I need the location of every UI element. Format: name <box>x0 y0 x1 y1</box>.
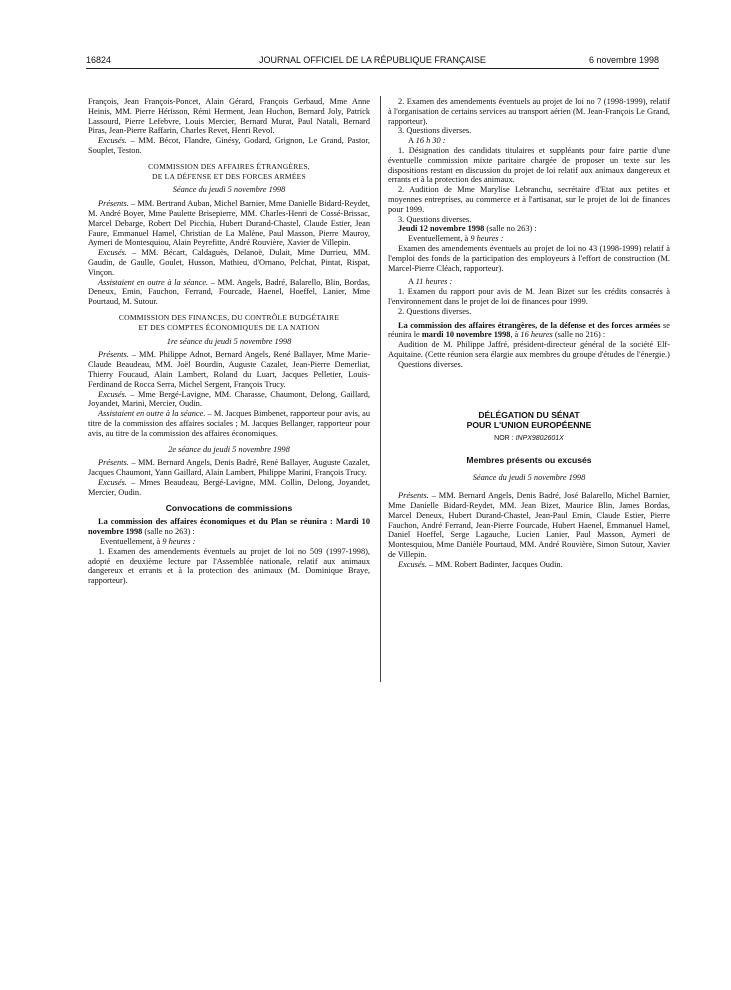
commission-heading-line: COMMISSION DES AFFAIRES ÉTRANGÈRES, <box>148 161 310 171</box>
agenda-item: 1. Désignation des candidats titulaires et suppléants pour faire partie d'une éventuelle commission mixte paritaire chargée de proposer un texte sur les dispositions restant en discussion du projet de loi relatif aux animaux dangereux et errants et à la protection des animaux. <box>388 145 670 185</box>
presents-paragraph <box>88 458 370 478</box>
presents-label: Présents. <box>98 350 129 360</box>
excuses-paragraph <box>388 560 670 570</box>
eventuellement-text: Eventuellement, à <box>408 234 471 244</box>
member-list-continued: François, Jean François-Poncet, Alain Gérard, François Gerbaud, Mme Anne Heinis, MM. Pierre Hérisson, Rémi Herment, Jean Huchon, Bernard Joly, Patrick Lassourd, Pierre Lefebvre, Louis Mercier, Bernard Murat, Paul Natali, Bernard Piras, Jean-Pierre Raffarin, Charles Revet, Henri Revol. <box>88 97 370 136</box>
agenda-item: 1. Examen du rapport pour avis de M. Jean Bizet sur les crédits consacrés à l'environnement dans le projet de loi de finances pour 1999. <box>388 287 670 306</box>
agenda-item: 2. Questions diverses. <box>398 306 472 316</box>
seance-date: Séance du jeudi 5 novembre 1998 <box>172 185 286 195</box>
convocation-time: 16 heures <box>520 330 553 340</box>
time-prefix: A <box>408 136 416 146</box>
seance-date: 1re séance du jeudi 5 novembre 1998 <box>166 336 292 346</box>
agenda-item: 3. Questions diverses. <box>398 126 472 136</box>
assistaient-label: Assistaient en outre à la séance. <box>98 409 206 419</box>
page-header <box>86 55 659 69</box>
commission-heading-line: COMMISSION DES FINANCES, DU CONTRÔLE BUDGÉTAIRE <box>118 312 340 322</box>
nor-reference <box>388 434 670 444</box>
assistaient-text: – M. Jacques Bimbenet, rapporteur pour avis, au titre de la commission des affaires sociales ; M. Jacques Bellanger, rapporteur pour avis, au titre de la commission des affaires économiques. <box>88 409 370 438</box>
excuses-paragraph <box>88 248 370 277</box>
presents-label: Présents. <box>398 491 429 501</box>
seance-date: Séance du jeudi 5 novembre 1998 <box>472 473 586 483</box>
time-prefix: A <box>408 277 416 287</box>
convocation-date-bold: mardi 10 novembre 1998 <box>421 330 511 340</box>
agenda-item: Audition de M. Philippe Jaffré, président-directeur général de la société Elf-Aquitaine. (Cette réunion sera élargie aux membres du groupe d'études de l'énergie.) <box>388 340 670 359</box>
convocation-lead-bold: La commission des affaires économiques et du Plan se réunira : Mardi 10 novembre 1998 <box>88 517 370 537</box>
assistaient-label: Assistaient en outre à la séance. <box>98 277 209 287</box>
excuses-paragraph <box>88 478 370 498</box>
convocation-lead-bold: La commission des affaires étrangères, de la défense et des forces armées <box>398 320 661 330</box>
excuses-label: Excusés. <box>98 477 127 487</box>
eventuellement-time: 9 heures : <box>162 537 196 547</box>
convocations-title: Convocations de commissions <box>165 503 293 514</box>
journal-title: JOURNAL OFFICIEL DE LA RÉPUBLIQUE FRANÇAISE <box>259 55 486 65</box>
excuses-text: – Mmes Beaudeau, Bergé-Lavigne, MM. Collin, Delong, Joyandet, Mercier, Oudin. <box>88 477 370 497</box>
presents-text: – MM. Bernard Angels, Denis Badré, René Ballayer, Auguste Cazalet, Jacques Chaumont, Yann Gaillard, Alain Lambert, Philippe Marini, François Trucy. <box>88 458 370 478</box>
eventuellement-text: Eventuellement, à <box>100 537 163 547</box>
eventuellement-time: 9 heures : <box>470 234 504 244</box>
excuses-text: – MM. Bécart, Caldaguès, Delanoë, Dulait, Mme Durrieu, MM. Gaudin, de Gaulle, Goulet, Husson, Mathieu, d'Ornano, Pelchat, Pintat, Rispat, Vinçon. <box>88 248 370 277</box>
excuses-text: – MM. Bécot, Flandre, Ginésy, Godard, Grignon, Le Grand, Pastor, Souplet, Teston. <box>88 136 370 155</box>
commission-heading-line: DE LA DÉFENSE ET DES FORCES ARMÉES <box>152 171 306 181</box>
excuses-paragraph <box>88 136 370 156</box>
excuses-text: – Mme Bergé-Lavigne, MM. Charasse, Chaumont, Delong, Gaillard, Joyandet, Marini, Mercier, Oudin. <box>88 389 370 409</box>
time-heading <box>388 136 670 146</box>
presents-text: – MM. Bertrand Auban, Michel Barnier, Mme Danielle Bidard-Reydet, M. André Boyer, Mme Paulette Brisepierre, MM. Charles-Henri de Cossé-Brissac, Marcel Debarge, Robert Del Picchia, Hubert Durand-Chastel, Claude Estier, Jean Faure, Emmanuel Hamel, Christian de La Malène, Paul Masson, Pierre Mauroy, Aymeri de Montesquiou, Alain Peyrefitte, André Rouvière, Xavier de Villepin. <box>88 199 370 248</box>
eventuellement-line <box>388 234 670 244</box>
left-column <box>88 97 370 586</box>
seance-date: 2e séance du jeudi 5 novembre 1998 <box>168 444 290 454</box>
right-column <box>388 97 670 569</box>
eventuellement-line <box>88 537 370 547</box>
excuses-label: Excusés. <box>98 136 127 146</box>
convocation-date <box>388 224 670 234</box>
agenda-item: 1. Examen des amendements éventuels au projet de loi no 509 (1997-1998), adopté en deuxième lecture par l'Assemblée nationale, relatif aux animaux dangereux et errants et à la protection des animaux (M. Dominique Braye, rapporteur). <box>88 546 370 586</box>
delegation-heading-line: POUR L'UNION EUROPÉENNE <box>466 419 592 430</box>
agenda-item: Questions diverses. <box>398 359 463 369</box>
header-rule <box>86 68 659 69</box>
agenda-item: 3. Questions diverses. <box>398 214 472 224</box>
excuses-paragraph <box>88 390 370 410</box>
presents-text: – MM. Bernard Angels, Denis Badré, José Balarello, Michel Barnier, Mme Danielle Bidard-Reydet, MM. Jean Bizet, Maurice Blin, James Bordas, Marcel Deneux, Hubert Durand-Chastel, Jean-Paul Emin, Claude Estier, Pierre Fauchon, André Ferrand, Jean-Pierre Fourcade, Hubert Haenel, Emmanuel Hamel, Daniel Hoeffel, Serge Lagauche, Lucien Lanier, Paul Masson, Aymeri de Montesquiou, Mme Danièle Pourtaud, MM. André Rouvière, Simon Sutour, Xavier de Villepin. <box>388 491 670 559</box>
assistaient-paragraph <box>88 278 370 307</box>
assistaient-paragraph <box>88 409 370 438</box>
page-number: 16824 <box>86 55 112 65</box>
nor-label: NOR : <box>494 434 516 442</box>
presents-paragraph <box>388 491 670 560</box>
convocation-lead <box>388 321 670 341</box>
commission-heading-line: ET DES COMPTES ÉCONOMIQUES DE LA NATION <box>138 322 320 332</box>
convocation-text: , à <box>510 330 521 340</box>
agenda-item: 2. Examen des amendements éventuels au projet de loi no 7 (1998-1999), relatif à l'organisation de certains services au transport aérien (M. Jean-François Le Grand, rapporteur). <box>388 97 670 126</box>
presents-paragraph <box>88 350 370 389</box>
convocation-salle: (salle no 263) : <box>484 224 537 234</box>
issue-date: 6 novembre 1998 <box>588 55 659 65</box>
convocation-date-bold: Jeudi 12 novembre 1998 <box>398 224 485 234</box>
convocation-lead <box>88 517 370 537</box>
excuses-label: Excusés. <box>398 559 427 569</box>
agenda-item: 2. Audition de Mme Marylise Lebranchu, secrétaire d'Etat aux petites et moyennes entreprises, au commerce et à l'artisanat, sur le projet de loi de finances pour 1999. <box>388 185 670 214</box>
convocation-salle: (salle no 263) : <box>142 527 195 537</box>
time-value: 16 h 30 : <box>415 136 446 146</box>
time-value: 11 heures : <box>415 277 453 287</box>
nor-code: INPX9802601X <box>515 434 564 442</box>
column-divider <box>380 96 381 682</box>
time-heading <box>388 277 670 287</box>
presents-label: Présents. <box>98 199 129 209</box>
presents-paragraph <box>88 199 370 248</box>
agenda-item: Examen des amendements éventuels au projet de loi no 43 (1998-1999) relatif à l'emploi des fonds de la participation des employeurs à l'effort de construction (M. Marcel-Pierre Cléach, rapporteur). <box>388 243 670 273</box>
assistaient-text: – MM. Angels, Badré, Balarello, Blin, Bordas, Deneux, Emin, Fauchon, Ferrand, Fourcade, Haenel, Hoeffel, Lanier, Mme Pourtaud, M. Sutour. <box>88 277 370 307</box>
excuses-text: – MM. Robert Badinter, Jacques Oudin. <box>426 559 563 569</box>
presents-label: Présents. <box>98 458 129 468</box>
presents-text: – MM. Philippe Adnot, Bernard Angels, René Ballayer, Mme Marie-Claude Beaudeau, MM. Joël Bourdin, Auguste Cazalet, Jean-Pierre Demerliat, Thierry Foucaud, Alain Lambert, Roland du Luart, Jacques Pelletier, Louis-Ferdinand de Rocca Serra, Michel Sergent, François Trucy. <box>88 350 370 389</box>
convocation-text: se réunira le <box>388 320 670 340</box>
membres-title: Membres présents ou excusés <box>466 455 592 466</box>
delegation-heading-line: DÉLÉGATION DU SÉNAT <box>478 409 580 420</box>
excuses-label: Excusés. <box>98 389 127 399</box>
excuses-label: Excusés. <box>98 248 127 258</box>
convocation-salle: (salle no 216) : <box>552 330 606 340</box>
